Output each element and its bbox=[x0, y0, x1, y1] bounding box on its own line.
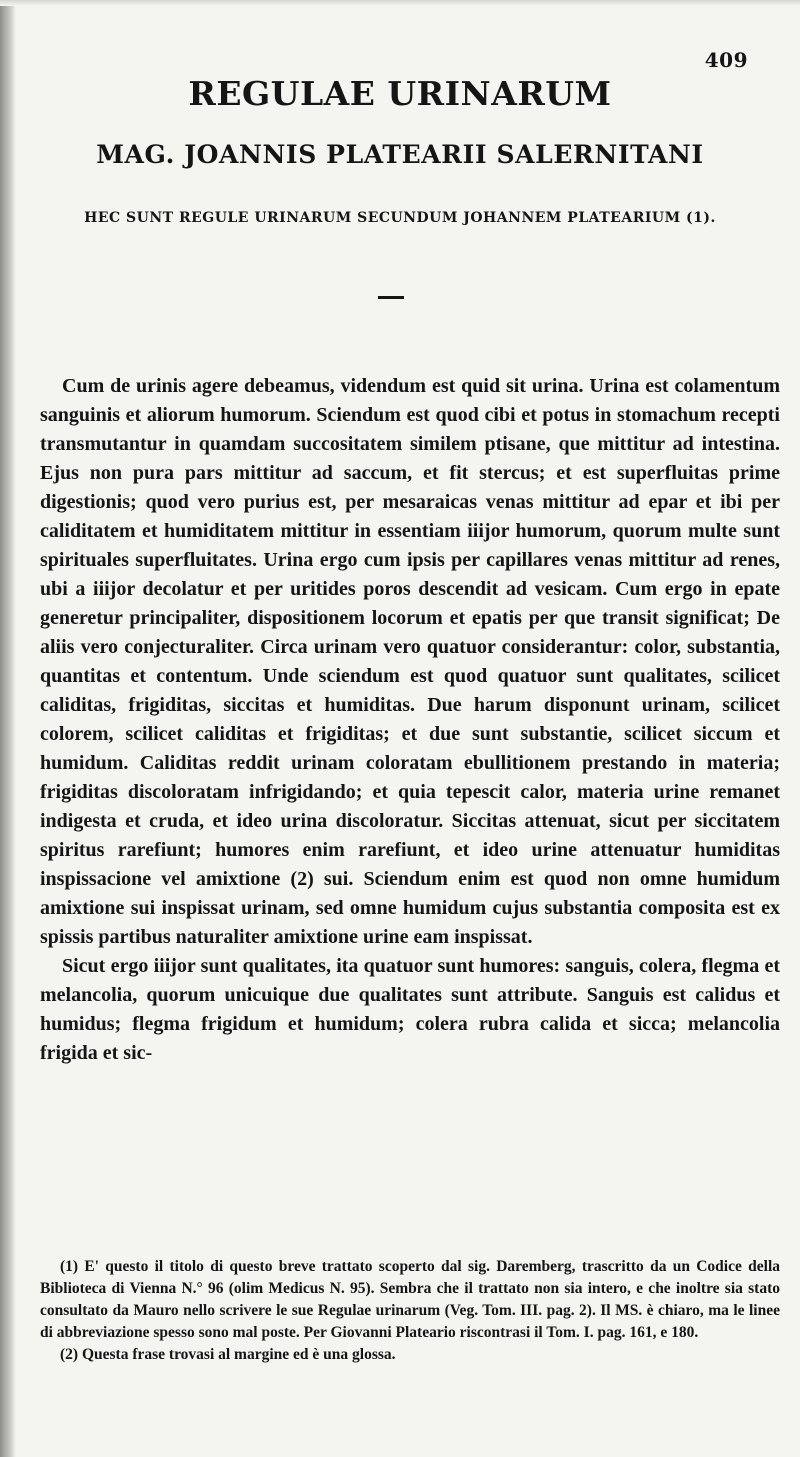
author-heading: MAG. JOANNIS PLATEARII SALERNITANI bbox=[96, 140, 704, 169]
binding-shadow bbox=[0, 0, 16, 1457]
section-subheading: HEC SUNT REGULE URINARUM SECUNDUM JOHANNEM PLATEARIUM (1). bbox=[84, 210, 716, 226]
page-number: 409 bbox=[704, 48, 748, 72]
page-title: REGULAE URINARUM bbox=[188, 74, 612, 113]
paragraph: Sicut ergo iiijor sunt qualitates, ita quatuor sunt humores: sanguis, colera, flegma et melancolia, quorum unicuique due qualitates sunt attribute. Sanguis est calidus et humidus; flegma frigidum et humidum; colera rubra calida et sicca; melancolia frigida et sic- bbox=[40, 955, 780, 1064]
footnote: (1) E' questo il titolo di questo breve trattato scoperto dal sig. Daremberg, trascritto da un Codice della Biblioteca di Vienna N.° 96 (olim Medicus N. 95). Sembra che il trattato non sia intero, e che inoltre sia stato consultato da Mauro nello scrivere le sue Regulae urinarum (Veg. Tom. III. pag. 2). Il MS. è chiaro, ma le linee di abbreviazione spesso sono mal poste. Per Giovanni Plateario riscontrasi il Tom. I. pag. 161, e 180. bbox=[40, 1258, 780, 1341]
top-edge-shadow bbox=[0, 0, 800, 6]
paragraph: Cum de urinis agere debeamus, videndum est quid sit urina. Urina est colamentum sanguinis et aliorum humorum. Sciendum est quod cibi et potus in stomachum recepti transmutantur in quamdam succositatem similem ptisane, que mittitur ad intestina. Ejus non pura pars mittitur ad saccum, et fit stercus; et est superfluitas prime digestionis; quod vero purius est, per mesaraicas venas mittitur ad epar et ibi per caliditatem et humiditatem mittitur in essentiam iiijor humorum, quorum multe sunt spirituales superfluitates. Urina ergo cum ipsis per capillares venas mittitur ad renes, ubi a iiijor decolatur et per uritides poros descendit ad vesicam. Cum ergo in epate generetur principaliter, dispositionem locorum et epatis per que transit significat; De aliis vero conjecturaliter. Circa urinam vero quatuor considerantur: color, substantia, quantitas et contentum. Unde sciendum est quod quatuor sunt qualitates, scilicet caliditas, frigiditas, siccitas et humiditas. Due harum disponunt urinam, scilicet colorem, scilicet caliditas et frigiditas; et due sunt substantie, scilicet siccum et humidum. Caliditas reddit urinam coloratam ebullitionem prestando in materia; frigiditas discoloratam infrigidando; et quia tepescit calor, materia urine remanet indigesta et cruda, et ideo urina discoloratur. Siccitas attenuat, sicut per siccitatem spiritus rarefiunt; humores enim rarefiunt, et ideo urine attenuatur humiditas inspissacione vel amixtione (2) sui. Sciendum enim est quod non omne humidum amixtione sui inspissat urinam, sed omne humidum cujus substantia composita est ex spissis partibus naturaliter amixtione urine eam inspissat. bbox=[40, 375, 780, 948]
footnotes bbox=[40, 1256, 780, 1366]
footnote: (2) Questa frase trovasi al margine ed è una glossa. bbox=[60, 1346, 396, 1363]
section-divider bbox=[378, 296, 404, 299]
main-text bbox=[40, 372, 780, 1068]
